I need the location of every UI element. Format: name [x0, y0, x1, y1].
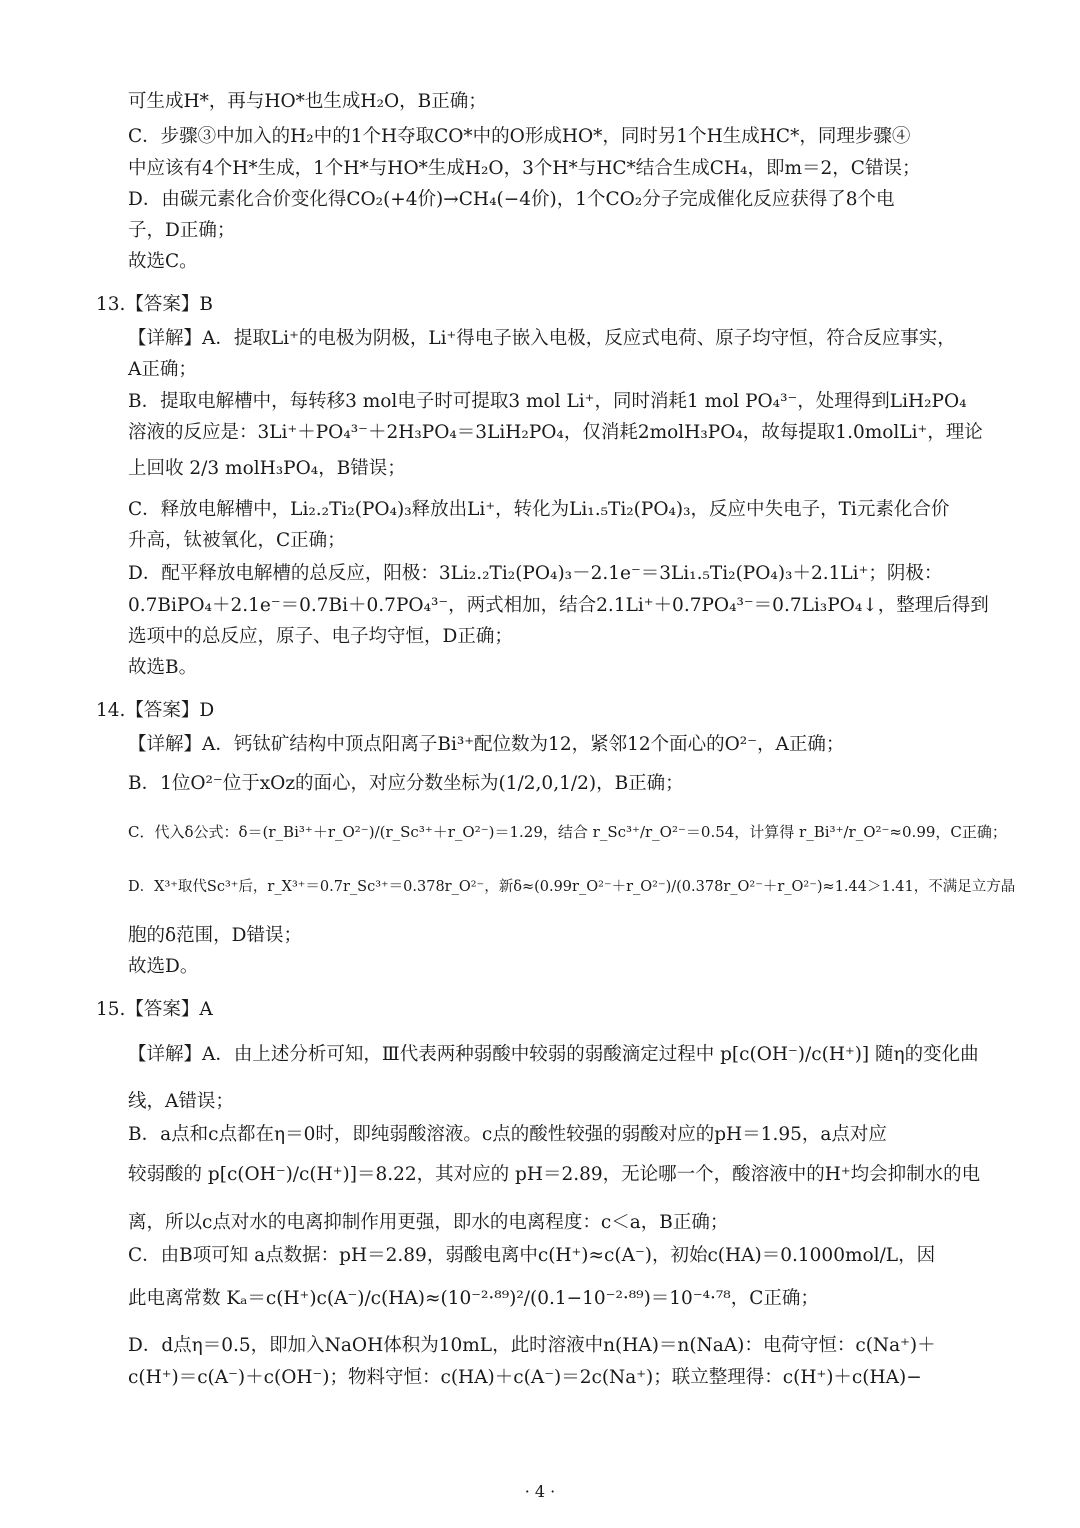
page-number: · 4 ·	[524, 1482, 556, 1501]
text-line: 此电离常数 Kₐ＝c(H⁺)c(A⁻)/c(HA)≈(10⁻²·⁸⁹)²/(0.1−10⁻²·⁸⁹)＝10⁻⁴·⁷⁸，C正确；	[128, 1288, 819, 1309]
text-line: D．d点η＝0.5，即加入NaOH体积为10mL，此时溶液中n(HA)＝n(NaA)：电荷守恒：c(Na⁺)＋	[128, 1335, 936, 1356]
text-line: 【详解】A．提取Li⁺的电极为阴极，Li⁺得电子嵌入电极，反应式电荷、原子均守恒，符合反应事实，	[128, 328, 956, 349]
text-line: 上回收 2/3 molH₃PO₄，B错误；	[128, 458, 406, 479]
text-line: 故选B。	[128, 657, 198, 678]
text-line: D．配平释放电解槽的总反应，阳极：3Li₂.₂Ti₂(PO₄)₃－2.1e⁻＝3Li₁.₅Ti₂(PO₄)₃＋2.1Li⁺；阴极：	[128, 563, 943, 584]
question-15-answer: 15.【答案】A	[96, 999, 213, 1020]
text-line: B．a点和c点都在η＝0时，即纯弱酸溶液。c点的酸性较强的弱酸对应的pH＝1.95，a点对应	[128, 1124, 887, 1145]
text-line: C．由B项可知 a点数据：pH＝2.89，弱酸电离中c(H⁺)≈c(A⁻)，初始c(HA)＝0.1000mol/L，因	[128, 1245, 936, 1266]
text-line: B．提取电解槽中，每转移3 mol电子时可提取3 mol Li⁺，同时消耗1 mol PO₄³⁻，处理得到LiH₂PO₄	[128, 391, 967, 412]
text-line: 较弱酸的 p[c(OH⁻)/c(H⁺)]＝8.22，其对应的 pH＝2.89，无论哪一个，酸溶液中的H⁺均会抑制水的电	[128, 1164, 981, 1185]
text-line: B．1位O²⁻位于xOz的面心，对应分数坐标为(1/2,0,1/2)，B正确；	[128, 773, 684, 794]
text-line: D．X³⁺取代Sc³⁺后，r_X³⁺＝0.7r_Sc³⁺＝0.378r_O²⁻，新δ≈(0.99r_O²⁻＋r_O²⁻)/(0.378r_O²⁻＋r_O²⁻)≈1.44＞1.41，不满足立方晶	[128, 879, 1016, 895]
text-line: 离，所以c点对水的电离抑制作用更强，即水的电离程度：c＜a，B正确；	[128, 1212, 729, 1233]
text-line: 选项中的总反应，原子、电子均守恒，D正确；	[128, 626, 513, 647]
text-line: 【详解】A．钙钛矿结构中顶点阳离子Bi³⁺配位数为12，紧邻12个面心的O²⁻，A正确；	[128, 734, 845, 755]
question-13-answer: 13.【答案】B	[96, 294, 214, 315]
text-line: 升高，钛被氧化，C正确；	[128, 530, 346, 551]
text-line: 子，D正确；	[128, 220, 236, 241]
text-line: 故选D。	[128, 956, 199, 977]
text-line: C．步骤③中加入的H₂中的1个H夺取CO*中的O形成HO*，同时另1个H生成HC*，同理步骤④	[128, 126, 911, 147]
text-line: 中应该有4个H*生成，1个H*与HO*生成H₂O，3个H*与HC*结合生成CH₄，即m＝2，C错误；	[128, 158, 921, 179]
text-line: 线，A错误；	[128, 1091, 234, 1112]
text-line: 故选C。	[128, 251, 198, 272]
text-line: 胞的δ范围，D错误；	[128, 925, 302, 946]
text-line: D．由碳元素化合价变化得CO₂(+4价)→CH₄(−4价)，1个CO₂分子完成催化反应获得了8个电	[128, 189, 895, 210]
question-14-answer: 14.【答案】D	[96, 700, 215, 721]
text-line: A正确；	[128, 359, 197, 380]
text-line: c(H⁺)＝c(A⁻)＋c(OH⁻)；物料守恒：c(HA)＋c(A⁻)＝2c(Na⁺)；联立整理得：c(H⁺)＋c(HA)−	[128, 1367, 922, 1388]
text-line: 【详解】A．由上述分析可知，Ⅲ代表两种弱酸中较弱的弱酸滴定过程中 p[c(OH⁻)/c(H⁺)] 随η的变化曲	[128, 1044, 979, 1065]
text-line: 0.7BiPO₄＋2.1e⁻＝0.7Bi＋0.7PO₄³⁻，两式相加，结合2.1Li⁺＋0.7PO₄³⁻＝0.7Li₃PO₄↓，整理后得到	[128, 595, 989, 616]
text-line: C．释放电解槽中，Li₂.₂Ti₂(PO₄)₃释放出Li⁺，转化为Li₁.₅Ti₂(PO₄)₃，反应中失电子，Ti元素化合价	[128, 499, 950, 520]
text-line: C．代入δ公式：δ＝(r_Bi³⁺＋r_O²⁻)/(r_Sc³⁺＋r_O²⁻)＝1.29，结合 r_Sc³⁺/r_O²⁻＝0.54，计算得 r_Bi³⁺/r_O²⁻≈0.99，C正确；	[128, 823, 1007, 841]
text-line: 可生成H*，再与HO*也生成H₂O，B正确；	[128, 91, 487, 112]
text-line: 溶液的反应是：3Li⁺＋PO₄³⁻＋2H₃PO₄＝3LiH₂PO₄，仅消耗2molH₃PO₄，故每提取1.0molLi⁺，理论	[128, 422, 983, 443]
